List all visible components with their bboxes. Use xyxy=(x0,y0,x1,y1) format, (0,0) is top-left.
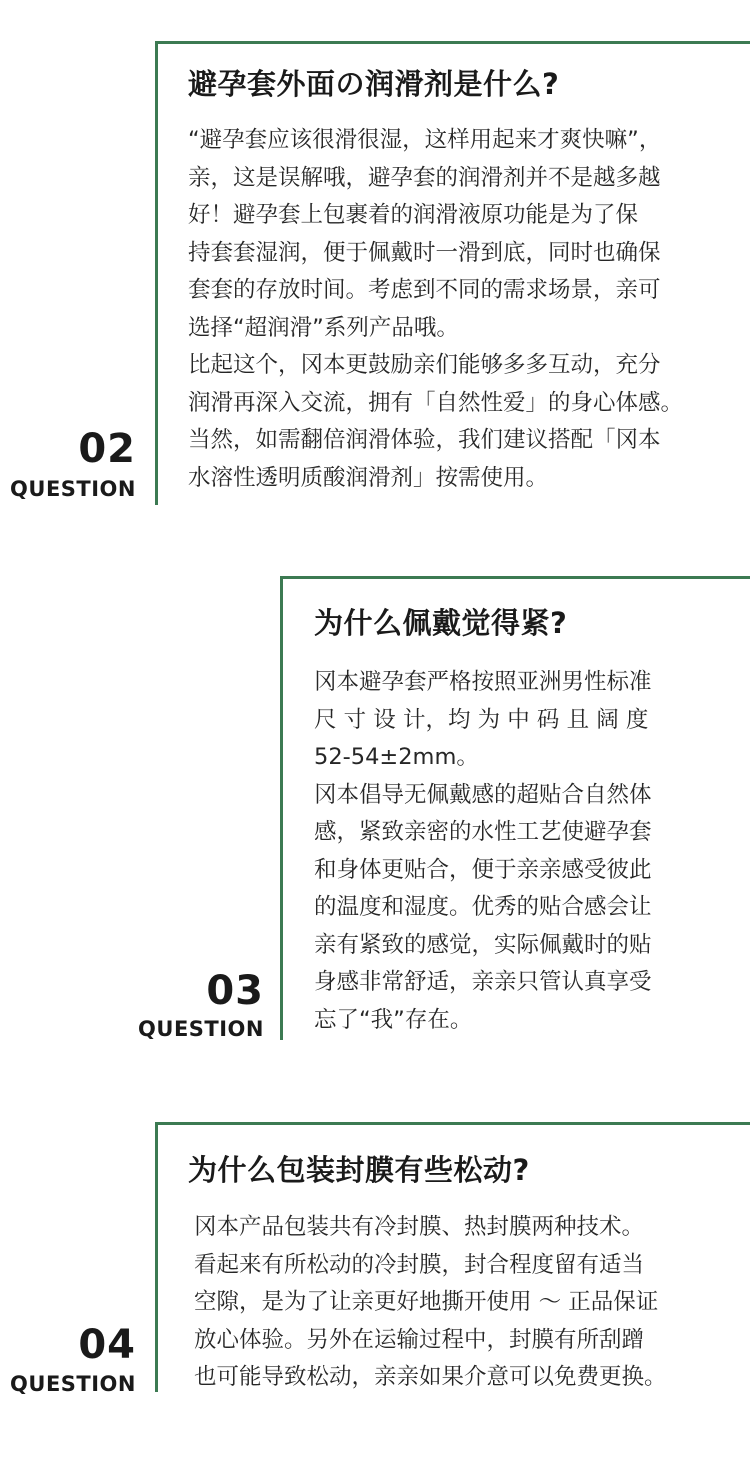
body-line: 身感非常舒适，亲亲只管认真享受 xyxy=(314,969,652,995)
body-line: 亲有紧致的感觉，实际佩戴时的贴 xyxy=(314,931,652,958)
body-line: 润滑再深入交流，拥有「自然性爱」的身心体感。 xyxy=(188,389,684,416)
body-line: 好！避孕套上包裹着的润滑液原功能是为了保 xyxy=(188,202,639,228)
body-line: 选择“超润滑”系列产品哦。 xyxy=(188,314,459,341)
body-line: 水溶性透明质酸润滑剂」按需使用。 xyxy=(188,464,549,491)
body-line: 空隙，是为了让亲更好地撕开使用 ～ 正品保证 xyxy=(194,1289,659,1315)
section-title: 为什么包装封膜有些松动? xyxy=(188,1153,530,1187)
section-title: 避孕套外面の润滑剂是什么? xyxy=(188,67,560,101)
body-line: “避孕套应该很滑很湿，这样用起来才爽快嘛”， xyxy=(188,127,662,153)
body-line: 放心体验。另外在运输过程中，封膜有所刮蹭 xyxy=(194,1326,645,1353)
body-line: 忘了“我”存在。 xyxy=(314,1006,473,1033)
body-line: 感，紧致亲密的水性工艺使避孕套 xyxy=(314,819,652,845)
body-line: 52-54±2mm。 xyxy=(314,744,479,770)
body-line: 冈本倡导无佩戴感的超贴合自然体 xyxy=(314,781,652,808)
body-line: 冈本产品包装共有冷封膜、热封膜两种技术。 xyxy=(194,1214,645,1240)
question-number: 03 xyxy=(206,968,264,1014)
question-number: 02 xyxy=(78,426,136,472)
body-line: 也可能导致松动，亲亲如果介意可以免费更换。 xyxy=(194,1364,667,1390)
body-line: 套套的存放时间。考虑到不同的需求场景，亲可 xyxy=(188,277,661,303)
section-top-border xyxy=(280,576,750,579)
section-body xyxy=(194,1209,667,1397)
body-line: 尺 寸 设 计，均 为 中 码 且 阔 度 xyxy=(314,706,649,733)
section-body xyxy=(188,122,683,497)
question-number: 04 xyxy=(78,1322,136,1368)
section-left-border xyxy=(280,576,283,1040)
section-title: 为什么佩戴觉得紧? xyxy=(314,606,568,640)
question-label: QUESTION xyxy=(10,477,136,501)
body-line: 冈本避孕套严格按照亚洲男性标准 xyxy=(314,669,652,695)
body-line: 比起这个，冈本更鼓励亲们能够多多互动，充分 xyxy=(188,352,661,378)
section-left-border xyxy=(155,41,158,505)
question-label: QUESTION xyxy=(138,1017,264,1041)
section-left-border xyxy=(155,1122,158,1392)
body-line: 亲，这是误解哦，避孕套的润滑剂并不是越多越 xyxy=(188,164,661,191)
body-line: 的温度和湿度。优秀的贴合感会让 xyxy=(314,894,652,920)
question-label: QUESTION xyxy=(10,1372,136,1396)
section-top-border xyxy=(155,41,750,44)
body-line: 当然，如需翻倍润滑体验，我们建议搭配「冈本 xyxy=(188,427,661,453)
body-line: 和身体更贴合，便于亲亲感受彼此 xyxy=(314,856,652,883)
body-line: 看起来有所松动的冷封膜，封合程度留有适当 xyxy=(194,1251,645,1278)
body-line: 持套套湿润，便于佩戴时一滑到底，同时也确保 xyxy=(188,239,661,266)
section-body xyxy=(314,664,652,1039)
section-top-border xyxy=(155,1122,750,1125)
